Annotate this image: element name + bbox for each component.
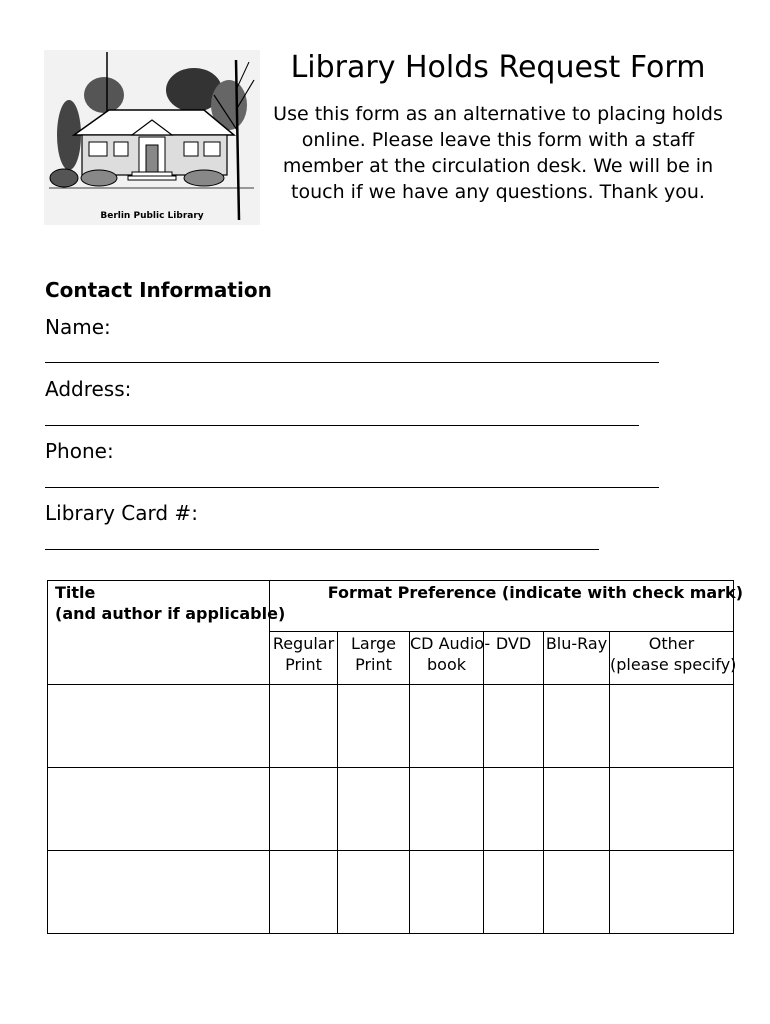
title-header-line1: Title (55, 583, 96, 602)
page-title: Library Holds Request Form (290, 50, 706, 85)
intro-text: Use this form as an alternative to placing holds online. Please leave this form with a staff member at the circulation desk. We will be in touch if we have any questions. Thank you. (273, 103, 723, 203)
table-row (48, 768, 734, 851)
checkbox-cell[interactable] (484, 685, 544, 768)
other-cell[interactable] (610, 768, 734, 851)
format-blu-ray: Blu-Ray (544, 632, 610, 685)
holds-table (47, 580, 744, 934)
logo-caption: Berlin Public Library (100, 211, 204, 221)
address-label: Address: (45, 377, 132, 401)
checkbox-cell[interactable] (270, 851, 338, 934)
name-label: Name: (45, 315, 111, 339)
checkbox-cell[interactable] (484, 851, 544, 934)
checkbox-cell[interactable] (484, 768, 544, 851)
checkbox-cell[interactable] (544, 768, 610, 851)
phone-field[interactable] (45, 487, 659, 488)
other-cell[interactable] (610, 851, 734, 934)
checkbox-cell[interactable] (338, 685, 410, 768)
title-header-line2: (and author if applicable) (55, 604, 286, 623)
format-preference-header (270, 581, 744, 632)
address-field[interactable] (45, 425, 639, 426)
checkbox-cell[interactable] (544, 851, 610, 934)
card-label: Library Card #: (45, 501, 198, 525)
title-header (48, 581, 286, 685)
title-cell (48, 768, 270, 851)
format-preference-text: Format Preference (indicate with check mark) (327, 583, 744, 602)
checkbox-cell[interactable] (544, 685, 610, 768)
table-row (48, 851, 734, 934)
title-cell (48, 685, 270, 768)
name-field[interactable] (45, 362, 659, 363)
library-card-field[interactable] (45, 549, 599, 550)
checkbox-cell[interactable] (338, 851, 410, 934)
checkbox-cell[interactable] (410, 685, 484, 768)
checkbox-cell[interactable] (270, 685, 338, 768)
table-row (48, 685, 734, 768)
library-logo (44, 50, 260, 225)
format-other: Other (please specify) (610, 632, 734, 685)
checkbox-cell[interactable] (338, 768, 410, 851)
other-cell[interactable] (610, 685, 734, 768)
checkbox-cell[interactable] (270, 768, 338, 851)
checkbox-cell[interactable] (410, 768, 484, 851)
format-regular-print: Regular Print (270, 632, 338, 685)
checkbox-cell[interactable] (410, 851, 484, 934)
table-header-row (48, 581, 734, 632)
format-large-print: Large Print (338, 632, 410, 685)
title-cell (48, 851, 270, 934)
phone-label: Phone: (45, 439, 114, 463)
contact-heading: Contact Information (45, 278, 272, 302)
format-dvd: DVD (484, 632, 544, 685)
format-cd-audiobook: CD Audio- book (410, 632, 484, 685)
library-building-illustration (44, 50, 260, 225)
